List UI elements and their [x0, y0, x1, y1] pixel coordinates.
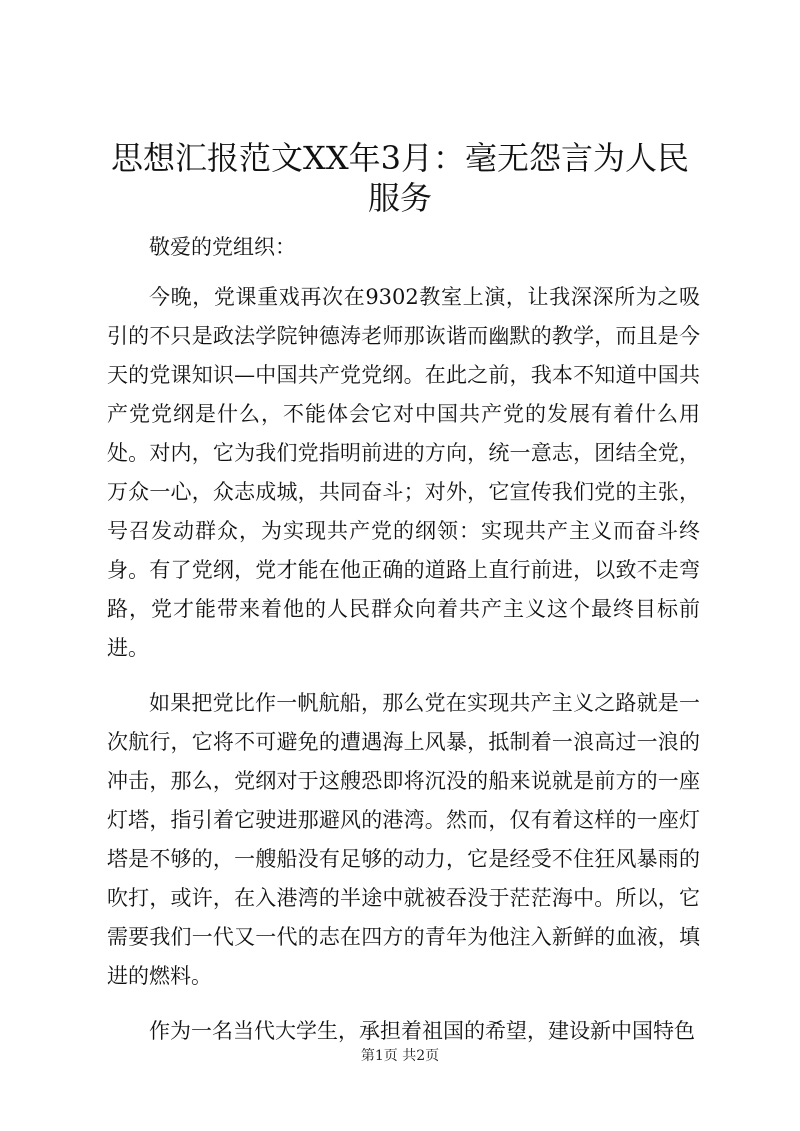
salutation: 敬爱的党组织： — [149, 235, 296, 259]
page-footer: 第1页 共2页 — [360, 1048, 440, 1064]
document-body — [107, 228, 700, 1051]
document-title: 思想汇报范文XX年3月：毫无怨言为人民服务 — [111, 139, 689, 217]
body-paragraph-2: 如果把党比作一帆航船，那么党在实现共产主义之路就是一次航行，它将不可避免的遭遇海上风暴，抵制着一浪高过一浪的冲击，那么，党纲对于这艘恐即将沉没的船来说就是前方的一座灯塔，指引着它驶进那避风的港湾。然而，仅有着这样的一座灯塔是不够的，一艘船没有足够的动力，它是经受不住狂风暴雨的吹打，或许，在入港湾的半途中就被吞没于茫茫海中。所以，它需要我们一代又一代的志在四方的青年为他注入新鲜的血液，填进的燃料。 — [107, 691, 700, 988]
body-paragraph-3: 作为一名当代大学生，承担着祖国的希望，建设新中国特色 — [149, 1019, 695, 1043]
body-paragraph-1: 今晚，党课重戏再次在9302教室上演，让我深深所为之吸引的不只是政法学院钟德涛老师那诙谐而幽默的教学，而且是今天的党课知识—中国共产党党纲。在此之前，我本不知道中国共产党党纲是什么，不能体会它对中国共产党的发展有着什么用处。对内，它为我们党指明前进的方向，统一意志，团结全党，万众一心，众志成城，共同奋斗；对外，它宣传我们党的主张，号召发动群众，为实现共产党的纲领：实现共产主义而奋斗终身。有了党纲，党才能在他正确的道路上直行前进，以致不走弯路，党才能带来着他的人民群众向着共产主义这个最终目标前进。 — [107, 285, 700, 660]
